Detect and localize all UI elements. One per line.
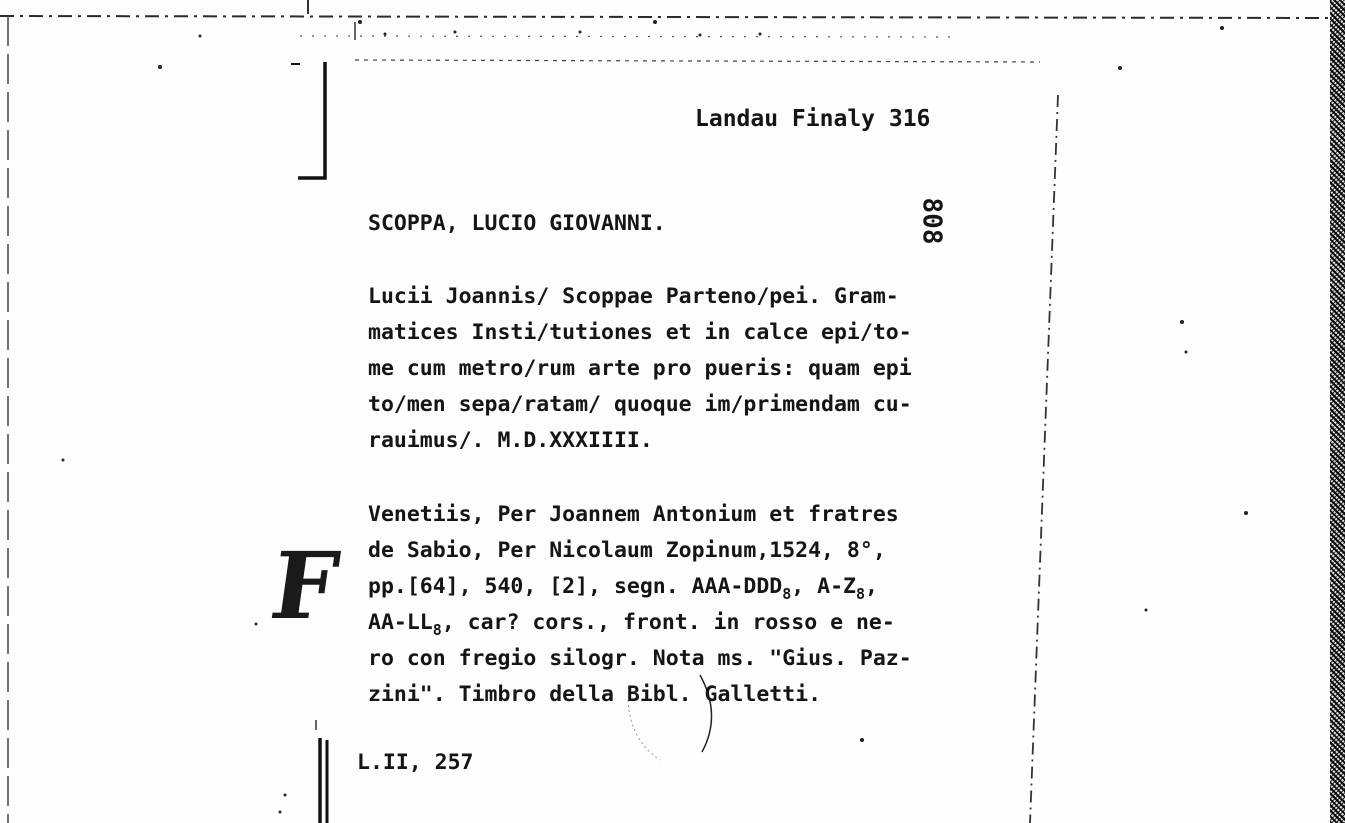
imprint-line-6: zini". Timbro della Bibl. Galletti. (368, 682, 822, 707)
imprint-line-1: Venetiis, Per Joannem Antonium et fratres (368, 502, 899, 527)
imprint-line-4-pre: AA-LL (368, 610, 433, 635)
imprint-line-4 (368, 610, 895, 639)
imprint-line-4-post: , car? cors., front. in rosso e ne- (441, 610, 895, 635)
handwritten-letter: F (264, 532, 345, 640)
imprint-line-3-mid: , A-Z (791, 574, 856, 599)
imprint-line-3-sub1: 8 (782, 585, 792, 603)
imprint-line-3-pre: pp.[64], 540, [2], segn. AAA-DDD (368, 574, 783, 599)
imprint-line-2: de Sabio, Per Nicolaum Zopinum,1524, 8°, (368, 538, 886, 563)
imprint-line-4-sub: 8 (432, 621, 442, 639)
title-line-2: matices Insti/tutiones et in calce epi/to- (368, 320, 912, 345)
imprint-line-3-post: , (865, 574, 878, 599)
title-line-1: Lucii Joannis/ Scoppae Parteno/pei. Gram- (368, 284, 899, 309)
location-number: L.II, 257 (357, 750, 474, 775)
title-line-3: me cum metro/rum arte pro pueris: quam epi (368, 356, 912, 381)
imprint-line-3-sub2: 8 (855, 585, 866, 603)
card-edge-texture (1330, 0, 1345, 823)
side-number: 808 (916, 197, 947, 245)
imprint-line-3 (368, 574, 878, 603)
imprint-line-5: ro con fregio silogr. Nota ms. "Gius. Paz- (368, 646, 912, 671)
shelfmark-label: Landau Finaly 316 (695, 106, 931, 132)
author-heading: SCOPPA, LUCIO GIOVANNI. (368, 211, 666, 236)
title-line-5: rauimus/. M.D.XXXIIII. (368, 428, 653, 453)
title-line-4: to/men sepa/ratam/ quoque im/primendam cu- (368, 392, 912, 417)
